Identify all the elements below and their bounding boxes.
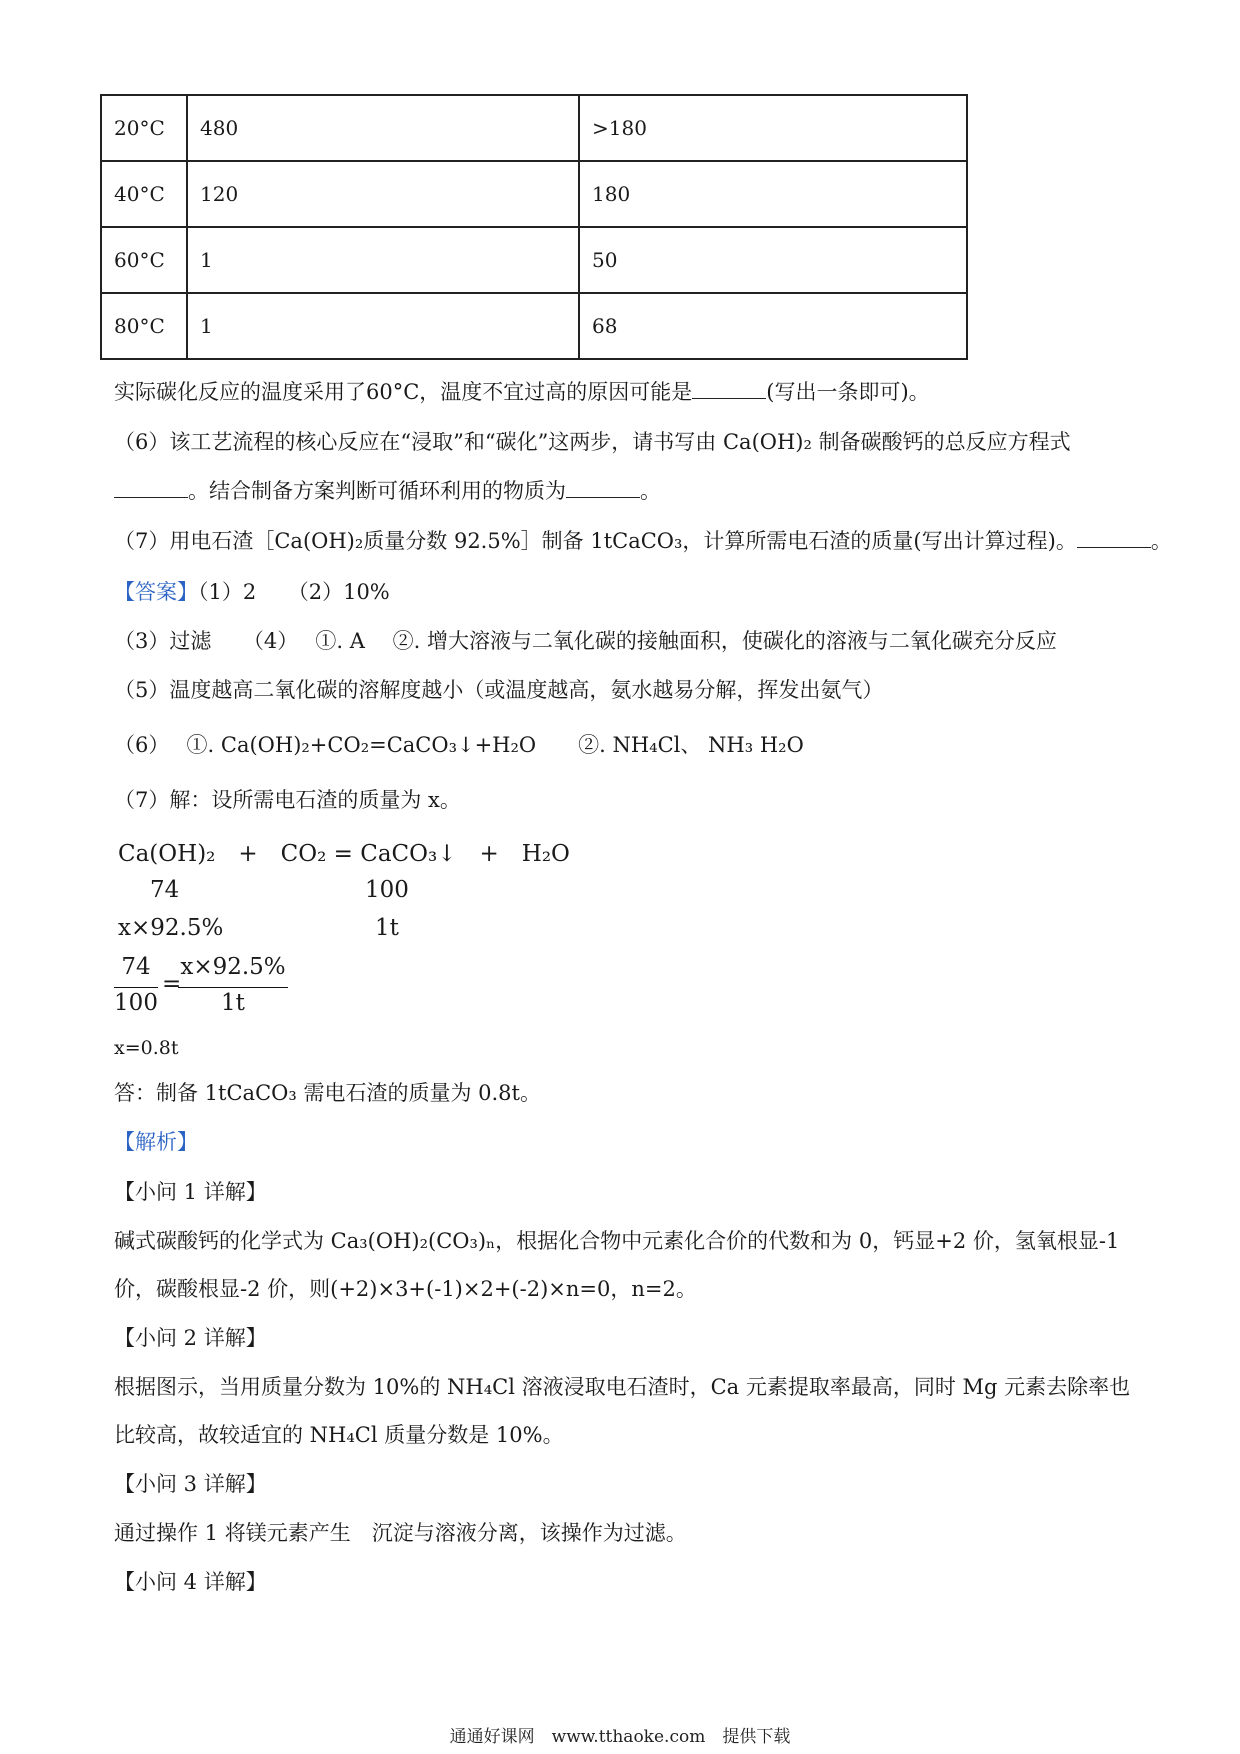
- section-title-2: 【小问 2 详解】: [114, 1326, 267, 1350]
- frac-denominator-left: 100: [114, 990, 158, 1016]
- answer-line1: 【答案】（1）2 （2）10%: [114, 580, 390, 604]
- section3-line1: 通过操作 1 将镁元素产生 沉淀与溶液分离，该操作为过滤。: [114, 1521, 687, 1545]
- calc-result: x=0.8t: [114, 1037, 179, 1059]
- q6-line1: （6）该工艺流程的核心反应在“浸取”和“碳化”这两步，请书写由 Ca(OH)₂ 制备碳酸钙的总反应方程式: [114, 430, 1071, 454]
- q6-line2: 。结合制备方案判断可循环利用的物质为 。: [114, 477, 661, 505]
- section-title-3: 【小问 3 详解】: [114, 1472, 267, 1496]
- answer-blank: [114, 477, 188, 498]
- analysis-tag: 【解析】: [114, 1130, 198, 1154]
- value-a-cell: 1: [187, 227, 579, 293]
- value-a-cell: 480: [187, 95, 579, 161]
- section1-line2: 价，碳酸根显-2 价，则(+2)×3+(-1)×2+(-2)×n=0，n=2。: [114, 1277, 697, 1301]
- frac-numerator-right: x×92.5%: [180, 954, 286, 980]
- table-row: [101, 227, 967, 293]
- reaction-equation: Ca(OH)₂ + CO₂ = CaCO₃↓ + H₂O: [118, 841, 570, 867]
- page-footer: 通通好课网 www.tthaoke.com 提供下载: [449, 1727, 791, 1747]
- fraction-bar: [114, 987, 158, 988]
- table-row: [101, 95, 967, 161]
- table-row: [101, 161, 967, 227]
- value-a-cell: 1: [187, 293, 579, 359]
- value-b-cell: 50: [579, 227, 967, 293]
- q5-text: 实际碳化反应的温度采用了60°C，温度不宜过高的原因可能是 (写出一条即可)。: [114, 380, 930, 404]
- temperature-cell: 40°C: [101, 161, 187, 227]
- temperature-table: [100, 94, 968, 360]
- mass-value-1: x×92.5%: [118, 915, 224, 941]
- frac-numerator-left: 74: [121, 954, 151, 980]
- section2-line2: 比较高，故较适宜的 NH₄Cl 质量分数是 10%。: [114, 1423, 564, 1447]
- q7-text: （7）用电石渣［Ca(OH)₂质量分数 92.5%］制备 1tCaCO₃，计算所需电石渣的质量(写出计算过程)。 。: [114, 529, 1172, 553]
- answer-line5: （7）解：设所需电石渣的质量为 x。: [114, 788, 461, 812]
- calc-conclusion: 答：制备 1tCaCO₃ 需电石渣的质量为 0.8t。: [114, 1081, 541, 1105]
- value-b-cell: >180: [579, 95, 967, 161]
- molar-mass-1: 74: [150, 877, 180, 903]
- frac-denominator-right: 1t: [221, 990, 245, 1016]
- answer-blank: [1077, 527, 1151, 548]
- section2-line1: 根据图示，当用质量分数为 10%的 NH₄Cl 溶液浸取电石渣时，Ca 元素提取率最高，同时 Mg 元素去除率也: [114, 1375, 1131, 1399]
- fraction-bar: [178, 987, 288, 988]
- answer-tag: 【答案】: [114, 580, 198, 604]
- temperature-cell: 60°C: [101, 227, 187, 293]
- value-b-cell: 68: [579, 293, 967, 359]
- temperature-cell: 80°C: [101, 293, 187, 359]
- section-title-4: 【小问 4 详解】: [114, 1570, 267, 1594]
- mass-value-2: 1t: [375, 915, 399, 941]
- equals-sign: =: [162, 971, 182, 997]
- section-title-1: 【小问 1 详解】: [114, 1180, 267, 1204]
- molar-mass-2: 100: [365, 877, 409, 903]
- answer-line2: （3）过滤 （4） ①. A ②. 增大溶液与二氧化碳的接触面积，使碳化的溶液与二氧化碳充分反应: [114, 629, 1057, 653]
- answer-line3: （5）温度越高二氧化碳的溶解度越小（或温度越高，氨水越易分解，挥发出氨气）: [114, 678, 884, 702]
- value-a-cell: 120: [187, 161, 579, 227]
- value-b-cell: 180: [579, 161, 967, 227]
- answer-line4: （6） ①. Ca(OH)₂+CO₂=CaCO₃↓+H₂O ②. NH₄Cl、 NH₃ H₂O: [114, 733, 804, 757]
- answer-blank: [692, 378, 766, 399]
- answer-blank: [566, 477, 640, 498]
- table-row: [101, 293, 967, 359]
- temperature-cell: 20°C: [101, 95, 187, 161]
- section1-line1: 碱式碳酸钙的化学式为 Ca₃(OH)₂(CO₃)ₙ，根据化合物中元素化合价的代数和为 0，钙显+2 价，氢氧根显-1: [114, 1229, 1120, 1253]
